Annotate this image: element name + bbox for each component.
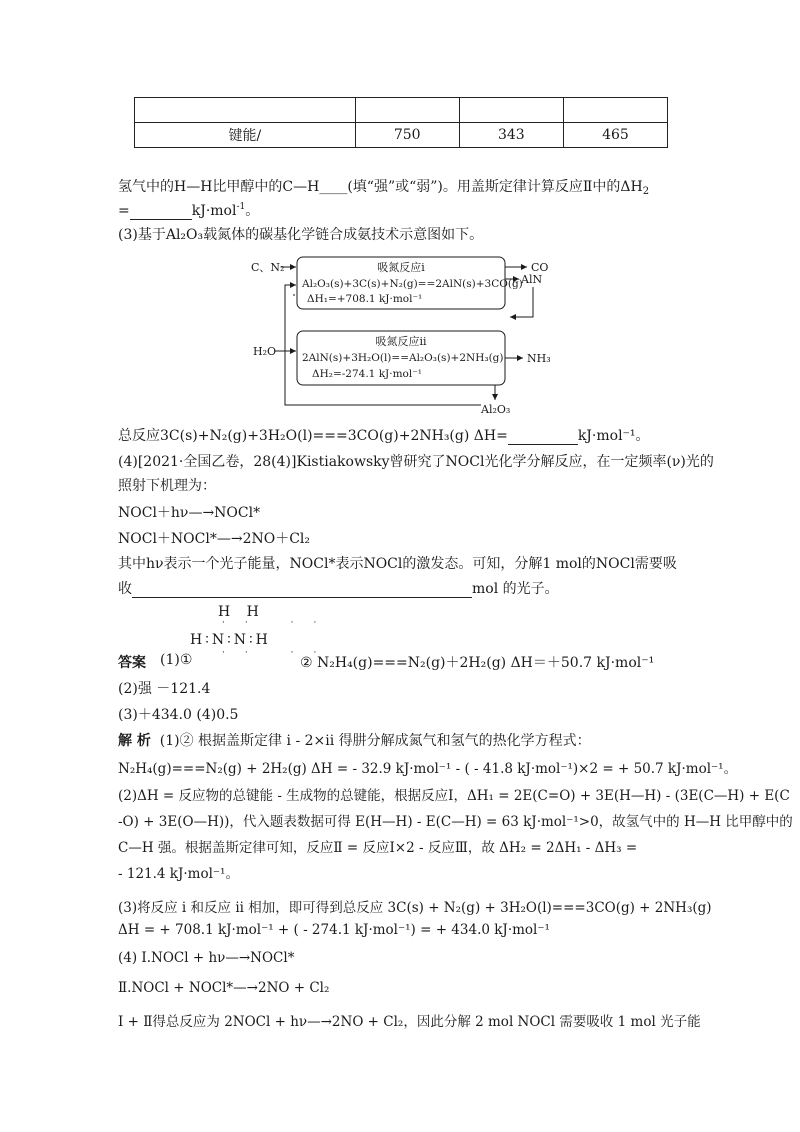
answer-p3: (3)＋434.0 (4)0.5	[118, 707, 239, 723]
answer-blank	[130, 203, 192, 220]
analysis-line9: (4) Ⅰ.NOCl + hν—→NOCl*	[118, 950, 295, 966]
total-reaction-text: 总反应3C(s)+N₂(g)+3H₂O(l)===3CO(g)+2NH₃(g) ΔH=	[118, 428, 508, 444]
q3-intro: (3)基于Al₂O₃载氮体的碳基化学链合成氨技术示意图如下。	[118, 227, 484, 243]
lewis-dots-top: ·· ··	[222, 618, 337, 628]
analysis-line7: (3)将反应 i 和反应 ii 相加，即可得到总反应 3C(s) + N₂(g) + 3H₂O(l)===3CO(g) + 2NH₃(g)	[118, 900, 712, 916]
table-cell	[563, 98, 667, 123]
q2-line1	[118, 176, 649, 197]
q2-line2-end: 。	[245, 203, 260, 219]
answer-blank	[508, 428, 578, 445]
lewis-dots-bottom: ·· ··	[222, 648, 337, 658]
analysis-line10: Ⅱ.NOCl + NOCl*—→2NO + Cl₂	[118, 980, 330, 996]
arrow-aln-to-box2	[510, 287, 533, 317]
q2-line2	[118, 200, 259, 220]
analysis-line6: - 121.4 kJ·mol⁻¹。	[118, 866, 239, 882]
answer-blank	[132, 581, 472, 598]
q4-line4	[118, 578, 559, 598]
q2-line1-text: 氢气中的H—H比甲醇中的C—H____(填“强”或“弱”)。用盖斯定律计算反应Ⅱ中的ΔH	[118, 179, 643, 195]
analysis-line5: C—H 强。根据盖斯定律可知，反应Ⅱ = 反应Ⅰ×2 - 反应Ⅲ，故 ΔH₂ = 2ΔH₁ - ΔH₃ =	[118, 840, 638, 856]
box2-title: 吸氮反应ii	[375, 335, 427, 348]
q2-line2-sup: -1	[236, 202, 246, 212]
answer-p2: (2)强 －121.4	[118, 681, 211, 697]
table-row	[135, 98, 668, 123]
analysis-line8: ΔH = + 708.1 kJ·mol⁻¹ + ( - 274.1 kJ·mol⁻¹) = + 434.0 kJ·mol⁻¹	[118, 922, 550, 938]
q4-mech2: NOCl＋NOCl*—→2NO＋Cl₂	[118, 531, 311, 547]
answer-p1b: ② N₂H₄(g)===N₂(g)＋2H₂(g) ΔH＝＋50.7 kJ·mol⁻¹	[300, 655, 655, 671]
analysis-l1: (1)② 根据盖斯定律 i - 2×ii 得肼分解成氮气和氢气的热化学方程式：	[159, 733, 591, 749]
table-row	[135, 123, 668, 148]
q2-line2-pre: =	[118, 203, 130, 219]
table-cell	[355, 98, 459, 123]
table-cell: 750	[355, 123, 459, 148]
total-reaction	[118, 425, 650, 445]
box1-dh: ΔH₁=+708.1 kJ·mol⁻¹	[307, 293, 423, 305]
q4-line1: (4)[2021·全国乙卷，28(4)]Kistiakowsky曾研究了NOCl光化学分解反应，在一定频率(ν)光的	[118, 454, 714, 470]
analysis-line3: (2)ΔH = 反应物的总键能 - 生成物的总键能，根据反应Ⅰ，ΔH₁ = 2E(C=O) + 3E(H—H) - (3E(C—H) + E(C	[118, 788, 790, 804]
output-aln: AlN	[521, 273, 543, 286]
input-c-n2: C、N₂	[251, 261, 285, 274]
table-cell: 键能/	[135, 123, 356, 148]
table-cell	[135, 98, 356, 123]
q4-line3: 其中hν表示一个光子能量，NOCl*表示NOCl的激发态。可知，分解1 mol的NOCl需要吸	[118, 556, 677, 572]
table-cell	[459, 98, 563, 123]
lewis-top-h: H H	[218, 604, 265, 620]
answer-label: 答案	[118, 655, 146, 671]
bond-energy-table	[134, 97, 668, 148]
table-cell: 343	[459, 123, 563, 148]
q4-line4-post: mol 的光子。	[472, 581, 559, 597]
q2-line2-post: kJ·mol	[191, 203, 237, 219]
total-reaction-unit: kJ·mol⁻¹。	[577, 428, 650, 444]
q4-mech1: NOCl＋hν—→NOCl*	[118, 505, 261, 521]
output-al2o3: Al₂O₃	[481, 403, 511, 416]
q2-line1-sub: 2	[642, 186, 650, 197]
analysis-line2: N₂H₄(g)===N₂(g) + 2H₂(g) ΔH = - 32.9 kJ·mol⁻¹ - ( - 41.8 kJ·mol⁻¹)×2 = + 50.7 kJ·mol⁻¹。	[118, 761, 738, 777]
analysis-line11: Ⅰ + Ⅱ得总反应为 2NOCl + hν—→2NO + Cl₂，因此分解 2 mol NOCl 需要吸收 1 mol 光子能	[118, 1014, 701, 1030]
output-co: CO	[531, 261, 549, 274]
q4-line2: 照射下机理为：	[118, 478, 216, 494]
analysis-label: 解 析	[118, 733, 151, 749]
analysis-line4: -O) + 3E(O—H))，代入题表数据可得 E(H—H) - E(C—H) = 63 kJ·mol⁻¹>0，故氢气中的 H—H 比甲醇中的	[118, 814, 793, 830]
input-h2o: H₂O	[253, 345, 277, 358]
q4-line4-pre: 收	[118, 581, 132, 597]
box1-title: 吸氮反应i	[377, 261, 425, 274]
box2-dh: ΔH₂=-274.1 kJ·mol⁻¹	[312, 368, 422, 380]
chemical-looping-diagram	[245, 255, 565, 417]
lewis-middle: H∶N∶N∶H	[190, 632, 271, 648]
answer-p1: (1)①	[160, 652, 193, 668]
analysis-line1	[118, 730, 591, 750]
box2-equation: 2AlN(s)+3H₂O(l)==Al₂O₃(s)+2NH₃(g)	[302, 352, 504, 364]
table-cell: 465	[563, 123, 667, 148]
output-nh3: NH₃	[527, 352, 551, 365]
box1-equation: Al₂O₃(s)+3C(s)+N₂(g)==2AlN(s)+3CO(g)	[302, 278, 523, 290]
